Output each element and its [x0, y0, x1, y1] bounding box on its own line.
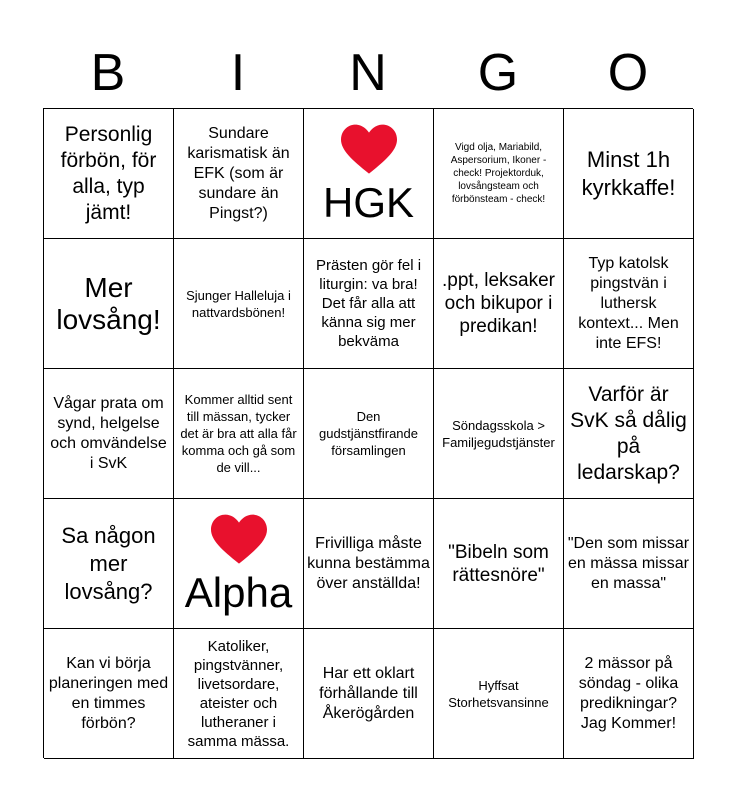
cell-text: "Bibeln som rättesnöre" — [448, 541, 549, 586]
bingo-cell — [304, 109, 434, 239]
bingo-cell — [434, 499, 564, 629]
bingo-cell — [174, 499, 304, 629]
bingo-cell — [434, 369, 564, 499]
bingo-grid — [43, 108, 693, 758]
header-letter-b: B — [90, 44, 126, 102]
heart-icon — [211, 512, 267, 568]
bingo-cell — [174, 109, 304, 239]
bingo-cell — [434, 629, 564, 759]
bingo-header — [43, 38, 693, 108]
cell-text: Den gudstjänstfirande församlingen — [318, 409, 418, 458]
bingo-cell — [174, 369, 304, 499]
bingo-cell — [44, 239, 174, 369]
cell-text: "Den som missar en mässa missar en massa" — [567, 534, 690, 592]
cell-text: .ppt, leksaker och bikupor i predikan! — [442, 270, 555, 337]
bingo-cell — [564, 629, 694, 759]
heart-icon — [341, 122, 397, 178]
header-letter-n: N — [349, 44, 387, 102]
cell-text: Personlig förbön, för alla, typ jämt! — [60, 122, 157, 224]
cell-text: Typ katolsk pingstvän i luthersk kontext... Men inte EFS! — [578, 254, 679, 352]
cell-text: Minst 1h kyrkkaffe! — [581, 146, 676, 200]
cell-text: Varför är SvK så dålig på ledarskap? — [570, 382, 687, 484]
cell-text: 2 mässor på söndag - olika predikningar? Jag Kommer! — [578, 654, 679, 732]
bingo-cell — [564, 109, 694, 239]
cell-text: Sa någon mer lovsång? — [61, 522, 156, 604]
bingo-cell — [564, 499, 694, 629]
bingo-cell — [304, 499, 434, 629]
bingo-cell — [174, 239, 304, 369]
bingo-cell — [564, 369, 694, 499]
cell-text: Kommer alltid sent till mässan, tycker det är bra att alla får komma och gå som de vill... — [180, 392, 297, 475]
bingo-cell — [44, 369, 174, 499]
cell-text: Har ett oklart förhållande till Åkerögården — [319, 664, 418, 722]
cell-text: Prästen gör fel i liturgin: va bra! Det får alla att känna sig mer bekväma — [315, 257, 422, 350]
cell-text: Katoliker, pingstvänner, livetsordare, ateister och lutheraner i samma mässa. — [187, 637, 290, 750]
cell-text: Frivilliga måste kunna bestämma över anställda! — [307, 534, 430, 592]
bingo-cell — [304, 629, 434, 759]
bingo-cell — [434, 239, 564, 369]
cell-text: Sjunger Halleluja i nattvardsbönen! — [186, 287, 291, 320]
cell-text: Kan vi börja planeringen med en timmes förbön? — [48, 654, 169, 732]
bingo-cell — [304, 239, 434, 369]
cell-text: HGK — [322, 178, 414, 226]
header-letter-o: O — [607, 44, 649, 102]
cell-text: Hyffsat Storhetsvansinne — [448, 677, 549, 710]
bingo-cell — [174, 629, 304, 759]
bingo-cell — [44, 629, 174, 759]
header-letter-i: I — [230, 44, 246, 102]
cell-text: Alpha — [184, 568, 293, 616]
bingo-cell — [44, 499, 174, 629]
cell-text: Mer lovsång! — [56, 271, 161, 335]
header-letter-g: G — [477, 44, 519, 102]
bingo-cell — [434, 109, 564, 239]
cell-text: Söndagsskola > Familjegudstjänster — [442, 417, 555, 450]
cell-text: Vågar prata om synd, helgelse och omvändelse i SvK — [50, 394, 167, 472]
cell-text: Vigd olja, Mariabild, Aspersorium, Ikoner - check! Projektorduk, lovsångsteam och förbönsteam - check! — [450, 142, 547, 205]
bingo-cell — [304, 369, 434, 499]
bingo-cell — [564, 239, 694, 369]
cell-text: Sundare karismatisk än EFK (som är sundare än Pingst?) — [187, 124, 290, 222]
bingo-cell — [44, 109, 174, 239]
